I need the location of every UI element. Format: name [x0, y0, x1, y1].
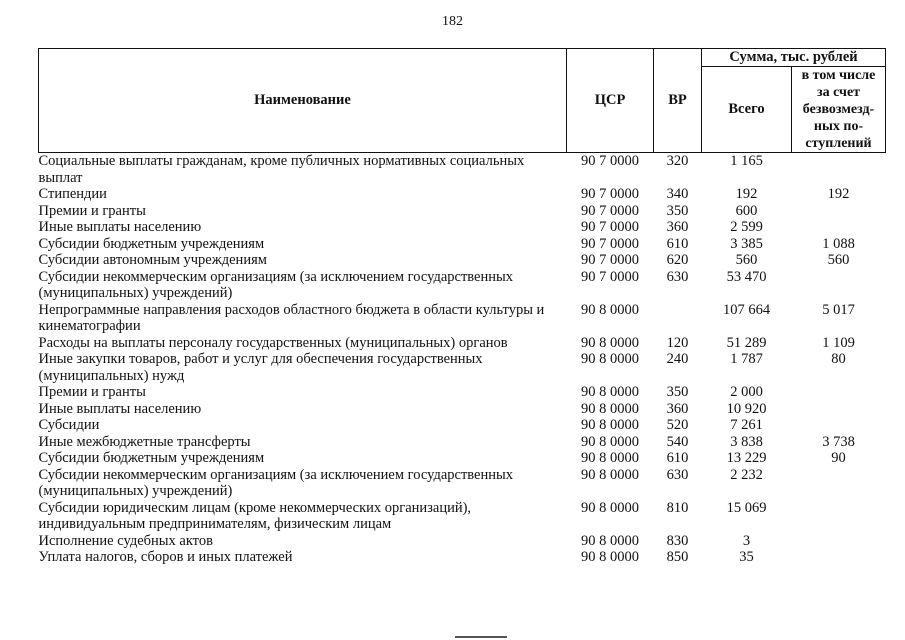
- row-incl: [792, 549, 886, 566]
- row-name: Социальные выплаты гражданам, кроме публичных нормативных социальных выплат: [38, 153, 525, 186]
- row-csr: 90 8 0000: [581, 301, 639, 318]
- table-row: [39, 269, 886, 302]
- row-vr: 520: [666, 417, 689, 433]
- table-row: [39, 351, 886, 384]
- row-csr: 90 8 0000: [581, 433, 639, 450]
- row-name: Субсидии: [38, 417, 100, 433]
- row-name: Непрограммные направления расходов областного бюджета в области культуры и кинематографии: [38, 301, 545, 334]
- row-incl: 90: [831, 450, 846, 466]
- row-total: 53 470: [726, 268, 767, 285]
- row-incl: [792, 417, 886, 434]
- row-incl: [792, 467, 886, 500]
- row-name: Премии и гранты: [38, 384, 146, 400]
- row-csr: 90 7 0000: [581, 153, 639, 169]
- row-incl: [792, 203, 886, 220]
- row-csr: 90 8 0000: [581, 549, 639, 565]
- table-row: [39, 302, 886, 335]
- page-number: 182: [442, 14, 463, 29]
- row-incl: [792, 500, 886, 533]
- row-name: Субсидии некоммерческим организациям (за исключением государственных (муниципальных) учреждений): [38, 466, 513, 499]
- table-row: [39, 500, 886, 533]
- row-vr: 240: [666, 351, 689, 367]
- row-vr: 810: [666, 499, 689, 516]
- row-incl: [792, 153, 886, 187]
- row-vr: 340: [666, 186, 689, 202]
- row-incl: [792, 401, 886, 418]
- row-vr: 630: [666, 268, 689, 285]
- row-vr: 610: [666, 235, 689, 252]
- row-incl: 3 738: [822, 433, 855, 450]
- row-incl: [792, 384, 886, 401]
- header-vr: ВР: [654, 49, 702, 153]
- row-csr: 90 8 0000: [581, 450, 639, 466]
- row-total: 51 289: [726, 334, 767, 351]
- row-vr: 350: [666, 384, 689, 400]
- row-name: Иные выплаты населению: [38, 400, 202, 417]
- row-name: Исполнение судебных актов: [38, 532, 213, 549]
- row-name: Премии и гранты: [38, 202, 146, 219]
- row-incl: 5 017: [822, 301, 855, 318]
- row-total: 3: [742, 532, 751, 549]
- row-total: 7 261: [730, 417, 763, 433]
- table-row: [39, 384, 886, 401]
- row-total: 1 165: [730, 153, 763, 169]
- row-vr: 360: [666, 219, 689, 235]
- row-total: 13 229: [726, 450, 767, 466]
- row-csr: 90 7 0000: [581, 235, 639, 252]
- row-total: 35: [739, 549, 754, 565]
- page-footer-mark: [455, 636, 507, 638]
- table-row: [39, 219, 886, 236]
- table-row: [39, 153, 886, 187]
- row-name: Иные межбюджетные трансферты: [38, 433, 251, 450]
- row-csr: 90 7 0000: [581, 202, 639, 219]
- row-total: 2 000: [730, 384, 763, 400]
- header-name: Наименование: [39, 49, 567, 153]
- row-csr: 90 8 0000: [581, 334, 639, 351]
- row-name: Иные выплаты населению: [38, 219, 202, 235]
- budget-table: [38, 48, 886, 566]
- row-incl: [792, 219, 886, 236]
- header-csr: ЦСР: [567, 49, 654, 153]
- table-row: [39, 401, 886, 418]
- row-csr: 90 8 0000: [581, 532, 639, 549]
- table-row: [39, 533, 886, 550]
- header-total: Всего: [702, 67, 792, 153]
- header-incl: в том числе за счет безвозмезд-ных по-ступлений: [792, 67, 886, 153]
- row-incl: 560: [827, 252, 850, 268]
- row-name: Стипендии: [38, 186, 107, 202]
- row-csr: 90 7 0000: [581, 252, 639, 268]
- row-csr: 90 7 0000: [581, 186, 639, 202]
- table-row: [39, 236, 886, 253]
- row-vr: 350: [666, 202, 689, 219]
- table-row: [39, 417, 886, 434]
- table-row: [39, 252, 886, 269]
- row-name: Субсидии бюджетным учреждениям: [38, 450, 265, 466]
- row-vr: 320: [666, 153, 689, 169]
- row-incl: 192: [827, 186, 850, 202]
- row-csr: 90 8 0000: [581, 400, 639, 417]
- table-row: [39, 467, 886, 500]
- row-name: Иные закупки товаров, работ и услуг для обеспечения государственных (муниципальных) нужд: [38, 351, 483, 384]
- row-csr: 90 8 0000: [581, 499, 639, 516]
- row-total: 3 838: [730, 433, 763, 450]
- row-vr: 830: [666, 532, 689, 549]
- row-vr: 610: [666, 450, 689, 466]
- table-header: [39, 49, 886, 153]
- row-vr: 630: [666, 466, 689, 483]
- row-total: 107 664: [722, 301, 771, 318]
- row-total: 10 920: [726, 400, 767, 417]
- table-row: [39, 335, 886, 352]
- row-total: 192: [735, 186, 758, 202]
- row-csr: 90 8 0000: [581, 384, 639, 400]
- row-total: 15 069: [726, 499, 767, 516]
- row-total: 3 385: [730, 235, 763, 252]
- header-sum: Сумма, тыс. рублей: [702, 49, 886, 67]
- row-total: 2 599: [730, 219, 763, 235]
- row-name: Субсидии бюджетным учреждениям: [38, 235, 265, 252]
- row-total: 2 232: [730, 466, 763, 483]
- row-csr: 90 7 0000: [581, 219, 639, 235]
- row-vr: 620: [666, 252, 689, 268]
- table-body: [39, 153, 886, 566]
- row-csr: 90 7 0000: [581, 268, 639, 285]
- row-vr: 850: [666, 549, 689, 565]
- row-name: Субсидии автономным учреждениям: [38, 252, 267, 268]
- row-vr: 360: [666, 400, 689, 417]
- row-csr: 90 8 0000: [581, 466, 639, 483]
- table-row: [39, 186, 886, 203]
- row-total: 560: [735, 252, 758, 268]
- row-csr: 90 8 0000: [581, 417, 639, 433]
- table-row: [39, 450, 886, 467]
- row-name: Уплата налогов, сборов и иных платежей: [38, 549, 293, 565]
- row-name: Субсидии юридическим лицам (кроме некоммерческих организаций), индивидуальным предпринимателям, физическим лицам: [38, 499, 472, 532]
- table-row: [39, 203, 886, 220]
- table-row: [39, 549, 886, 566]
- row-vr: [654, 302, 702, 335]
- row-incl: 80: [831, 351, 846, 367]
- row-vr: 540: [666, 433, 689, 450]
- row-incl: 1 109: [822, 334, 855, 351]
- row-incl: 1 088: [822, 235, 855, 252]
- row-vr: 120: [666, 334, 689, 351]
- row-incl: [792, 269, 886, 302]
- row-csr: 90 8 0000: [581, 351, 639, 367]
- row-name: Расходы на выплаты персоналу государственных (муниципальных) органов: [38, 334, 508, 351]
- row-incl: [792, 533, 886, 550]
- table-row: [39, 434, 886, 451]
- row-total: 600: [735, 202, 758, 219]
- row-total: 1 787: [730, 351, 763, 367]
- row-name: Субсидии некоммерческим организациям (за исключением государственных (муниципальных) учреждений): [38, 268, 513, 301]
